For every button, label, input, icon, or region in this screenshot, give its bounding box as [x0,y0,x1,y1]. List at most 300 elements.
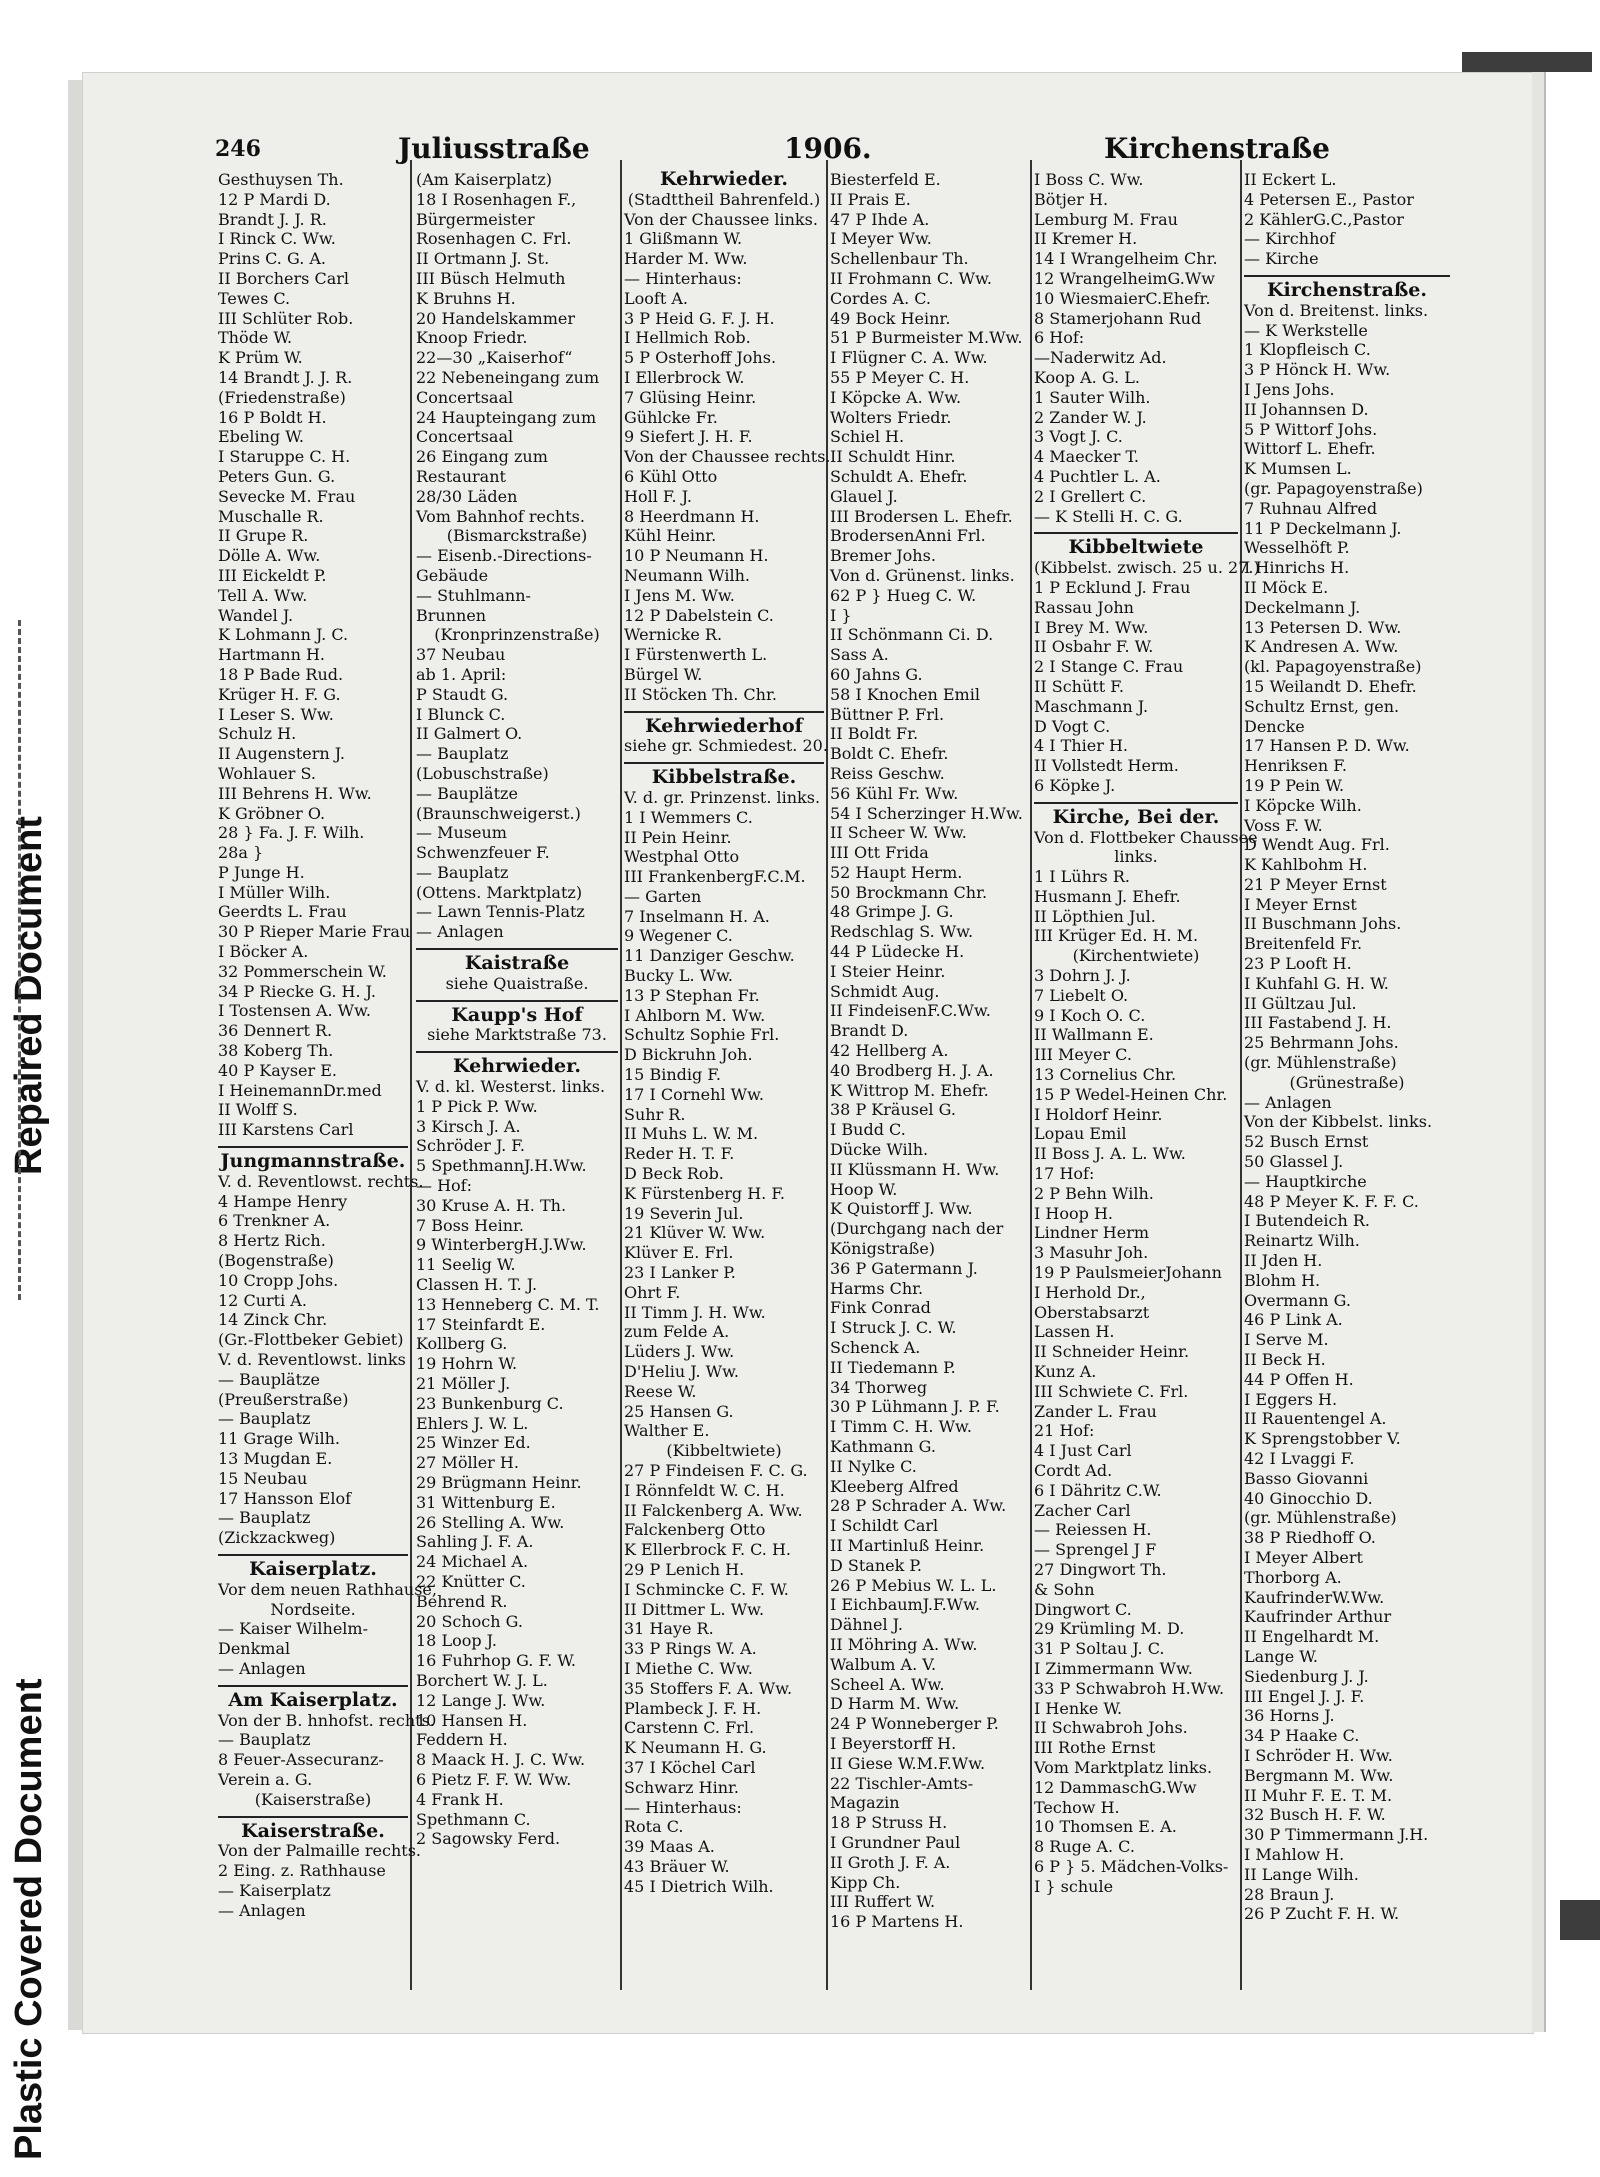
directory-entry: Lopau Emil [1034,1124,1127,1144]
street-heading: Kirchenstraße. [1267,278,1427,301]
directory-column-4 [830,170,1028,1932]
directory-entry: Biesterfeld E. [830,170,941,189]
section-rule [624,756,824,764]
directory-entry: Von der Palmaille rechts. [218,1841,421,1861]
directory-entry: Kleeberg Alfred [830,1476,959,1496]
directory-entry: 48 Grimpe J. G. [830,902,954,922]
street-heading: Kaupp's Hof [451,1003,583,1026]
directory-entry: (Bogenstraße) [218,1251,334,1271]
directory-entry: 3 P Heid G. F. J. H. [624,308,775,328]
section-rule [218,1548,408,1556]
directory-entry: I Jens M. Ww. [624,585,735,605]
directory-entry: 9 Siefert J. H. F. [624,427,753,447]
directory-entry: K Quistorff J. Ww. [830,1199,973,1219]
directory-entry: I Holdorf Heinr. [1034,1104,1163,1124]
directory-entry: 22—30 „Kaiserhof“ [416,348,573,368]
directory-entry: 24 Michael A. [416,1552,529,1572]
directory-entry: 28a } [218,843,264,863]
directory-entry: D Vogt C. [1034,716,1111,736]
directory-entry: 6 Trenkner A. [218,1211,331,1231]
street-heading: Kehrwiederhof [645,714,803,737]
directory-entry: 23 Bunkenburg C. [416,1393,564,1413]
directory-entry: Boldt C. Ehefr. [830,744,949,764]
directory-entry: 16 P Boldt H. [218,407,327,427]
directory-entry: II Groth J. F. A. [830,1852,951,1872]
directory-entry: 50 Brockmann Chr. [830,882,988,902]
directory-entry: Lemburg M. Frau [1034,209,1178,229]
directory-entry: 28 } Fa. J. F. Wilh. [218,823,365,843]
directory-entry: I Hinrichs H. [1244,558,1350,578]
directory-entry: II Timm J. H. Ww. [624,1302,766,1322]
directory-entry: Techow H. [1034,1797,1120,1817]
street-note: siehe Marktstraße 73. [427,1025,607,1045]
directory-entry: III Krüger Ed. H. M. [1034,926,1199,946]
directory-entry: 38 Koberg Th. [218,1041,334,1061]
directory-entry: 51 P Burmeister M.Ww. [830,328,1023,348]
directory-entry: Schenck A. [830,1338,921,1358]
directory-entry: Sass A. [830,645,889,665]
directory-entry: 13 Henneberg C. M. T. [416,1294,600,1314]
directory-entry: 2 I Grellert C. [1034,486,1147,506]
directory-entry: — Anlagen [1244,1092,1332,1112]
directory-entry: Reiss Geschw. [830,763,945,783]
directory-entry: Dencke [1244,716,1305,736]
directory-entry: Königstraße) [830,1239,936,1259]
directory-entry: II Dittmer L. Ww. [624,1599,765,1619]
directory-entry: 17 I Cornehl Ww. [624,1084,764,1104]
directory-entry: Von d. Flottbeker Chaussee [1034,827,1258,847]
directory-entry: 1 P Ecklund J. Frau [1034,577,1191,597]
scan-left-edge [68,80,82,2030]
directory-entry: Zacher Carl [1034,1500,1131,1520]
street-note: siehe Quaistraße. [445,973,589,993]
directory-entry: 16 Fuhrhop G. F. W. [416,1651,576,1671]
directory-entry: 50 Glassel J. [1244,1152,1344,1172]
directory-entry: 18 P Bade Rud. [218,664,344,684]
directory-entry: D Stanek P. [830,1555,923,1575]
directory-entry: 8 Maack H. J. C. Ww. [416,1750,586,1770]
column-divider-4 [1030,160,1032,1990]
directory-entry: Cordes A. C. [830,288,932,308]
directory-entry: 8 Hertz Rich. [218,1231,326,1251]
directory-entry: 40 Ginocchio D. [1244,1488,1373,1508]
directory-entry: II Schwabroh Johs. [1034,1718,1188,1738]
directory-entry: I Tostensen A. Ww. [218,1001,372,1021]
directory-entry: Klüver E. Frl. [624,1243,734,1263]
directory-entry: I Beyerstorff H. [830,1733,957,1753]
directory-entry: — Anlagen [218,1900,306,1920]
directory-entry: II Vollstedt Herm. [1034,756,1179,776]
directory-entry: III Schlüter Rob. [218,308,354,328]
directory-entry: 32 Busch H. F. W. [1244,1805,1386,1825]
street-heading: Kehrwieder. [660,168,788,190]
directory-entry: 18 Loop J. [416,1631,497,1651]
directory-entry: Bucky L. Ww. [624,966,733,986]
directory-entry: 31 Haye R. [624,1619,714,1639]
directory-entry: Von der Chaussee rechts. [624,447,831,467]
directory-entry: Harder M. Ww. [624,249,748,269]
street-note: siehe gr. Schmiedest. 20. [624,736,828,756]
directory-entry: 42 Hellberg A. [830,1041,949,1061]
directory-entry: 28 P Schrader A. Ww. [830,1496,1007,1516]
directory-entry: 30 P Timmermann J.H. [1244,1825,1429,1845]
directory-entry: 14 Brandt J. J. R. [218,367,353,387]
directory-entry: Schuldt A. Ehefr. [830,466,968,486]
directory-entry: Prins C. G. A. [218,249,326,269]
directory-entry: 46 P Link A. [1244,1310,1343,1330]
directory-entry: I Serve M. [1244,1330,1329,1350]
directory-entry: I Jens Johs. [1244,379,1335,399]
directory-entry: Ohrt F. [624,1282,681,1302]
directory-entry: II Prais E. [830,189,911,209]
directory-entry: 48 P Meyer K. F. F. C. [1244,1191,1419,1211]
directory-entry: Overmann G. [1244,1290,1351,1310]
section-rule [218,1679,408,1687]
street-note: (Kibbeltwiete) [666,1441,782,1461]
directory-entry: — Bauplatz [218,1730,311,1750]
directory-entry: Henriksen F. [1244,756,1347,776]
directory-entry: Schwarz Hinr. [624,1777,739,1797]
directory-entry: & Sohn [1034,1579,1095,1599]
directory-entry: II Galmert O. [416,724,523,744]
directory-entry: Wernicke R. [624,625,723,645]
directory-entry: Peters Gun. G. [218,466,336,486]
directory-entry: Dücke Wilh. [830,1140,929,1160]
directory-entry: 22 Knütter C. [416,1571,526,1591]
directory-entry: 19 Severin Jul. [624,1203,744,1223]
directory-entry: Brunnen [416,605,487,625]
directory-entry: Von der Chaussee links. [624,209,818,229]
directory-entry: Ehlers J. W. L. [416,1413,529,1433]
directory-entry: 9 I Koch O. C. [1034,1005,1146,1025]
section-rule [624,705,824,713]
directory-entry: I Fürstenwerth L. [624,645,768,665]
directory-entry: — Kirchhof [1244,229,1335,249]
directory-entry: Wolters Friedr. [830,407,952,427]
directory-entry: 30 P Rieper Marie Frau [218,922,411,942]
directory-entry: I Ahlborn M. Ww. [624,1005,766,1025]
directory-entry: 7 Glüsing Heinr. [624,387,757,407]
directory-entry: 28/30 Läden [416,486,518,506]
directory-entry: — Kaiser Wilhelm- [218,1619,368,1639]
directory-entry: — Hinterhaus: [624,1797,742,1817]
column-divider-3 [826,160,828,1990]
directory-entry: zum Felde A. [624,1322,730,1342]
directory-entry: Harms Chr. [830,1278,924,1298]
directory-entry: II Ortmann J. St. [416,249,550,269]
directory-entry: 29 Krümling M. D. [1034,1619,1185,1639]
directory-entry: Bürgel W. [624,664,703,684]
scan-tab-bottom [1560,1900,1600,1940]
directory-entry: Wesselhöft P. [1244,538,1350,558]
directory-entry: Brandt J. J. R. [218,209,327,229]
directory-entry: 14 Zinck Chr. [218,1310,328,1330]
directory-entry: P Junge H. [218,862,305,882]
directory-entry: 4 I Just Carl [1034,1441,1132,1461]
directory-entry: III FrankenbergF.C.M. [624,867,806,887]
directory-entry: Thöde W. [218,328,293,348]
directory-entry: I Staruppe C. H. [218,447,351,467]
directory-entry: 3 Dohrn J. J. [1034,966,1131,986]
directory-entry: I Hellmich Rob. [624,328,751,348]
column-divider-2 [620,160,622,1990]
directory-entry: II Klüssmann H. Ww. [830,1159,1000,1179]
directory-entry: — Eisenb.-Directions- [416,546,592,566]
directory-entry: 7 Ruhnau Alfred [1244,498,1378,518]
directory-entry: III Behrens H. Ww. [218,783,372,803]
street-note: links. [1114,847,1158,867]
street-note: (Kirchentwiete) [1072,946,1200,966]
directory-entry: — Bauplätze [416,783,518,803]
directory-entry: II Muhs L. W. M. [624,1124,759,1144]
directory-entry: Maschmann J. [1034,696,1149,716]
directory-entry: 2 I Stange C. Frau [1034,657,1184,677]
directory-entry: 37 Neubau [416,645,506,665]
directory-entry: — Lawn Tennis-Platz [416,902,585,922]
directory-entry: K Andresen A. Ww. [1244,637,1399,657]
directory-entry: III Brodersen L. Ehefr. [830,506,1013,526]
directory-entry: I HeinemannDr.med [218,1080,382,1100]
directory-entry: 2 KählerG.C.,Pastor [1244,209,1404,229]
directory-entry: 36 P Gatermann J. [830,1258,978,1278]
directory-entry: Dölle A. Ww. [218,546,321,566]
directory-entry: Schellenbaur Th. [830,249,969,269]
directory-entry: I Blunck C. [416,704,506,724]
directory-entry: Vom Marktplatz links. [1034,1757,1213,1777]
directory-entry: Schmidt Aug. [830,981,940,1001]
directory-entry: 39 Maas A. [624,1837,715,1857]
directory-entry: 11 Seelig W. [416,1255,516,1275]
directory-entry: II Grupe R. [218,526,309,546]
directory-entry: II Schütt F. [1034,676,1124,696]
directory-entry: II Möhring A. Ww. [830,1634,978,1654]
section-rule [416,1045,618,1053]
directory-entry: Breitenfeld Fr. [1244,934,1363,954]
directory-entry: II Falckenberg A. Ww. [624,1500,803,1520]
street-note: (Kronprinzenstraße) [434,625,600,645]
directory-entry: I Schröder H. Ww. [1244,1745,1393,1765]
directory-entry: Rosenhagen C. Frl. [416,229,572,249]
directory-entry: 32 Pommerschein W. [218,961,387,981]
directory-entry: 5 P Wittorf Johs. [1244,419,1378,439]
directory-entry: Feddern H. [416,1730,508,1750]
directory-entry: 2 P Behn Wilh. [1034,1183,1154,1203]
directory-entry: 21 Hof: [1034,1421,1095,1441]
directory-entry: 19 Hohrn W. [416,1354,518,1374]
directory-entry: I } schule [1034,1876,1114,1896]
directory-entry: — Bauplätze [218,1369,320,1389]
directory-entry: 14 I Wrangelheim Chr. [1034,249,1218,269]
directory-entry: I Ellerbrock W. [624,367,745,387]
directory-entry: 6 I Dähritz C.W. [1034,1480,1162,1500]
section-rule [1034,796,1238,804]
directory-entry: Gesthuysen Th. [218,170,344,189]
directory-column-6 [1244,170,1450,1924]
directory-entry: 5 P Osterhoff Johs. [624,348,777,368]
directory-entry: 17 Steinfardt E. [416,1314,546,1334]
street-note: (Stadttheil Bahrenfeld.) [627,189,821,209]
directory-entry: 16 P Martens H. [830,1912,964,1932]
directory-entry: I Schildt Carl [830,1516,939,1536]
directory-entry: Glauel J. [830,486,898,506]
directory-entry: II Kremer H. [1034,229,1138,249]
directory-entry: — Bauplatz [416,744,509,764]
directory-entry: Looft A. [624,288,688,308]
directory-entry: 11 Danziger Geschw. [624,946,795,966]
street-note: (Kibbelst. zwisch. 25 u. 27.) [1034,558,1260,578]
directory-entry: 18 P Struss H. [830,1813,948,1833]
directory-entry: II Johannsen D. [1244,399,1369,419]
directory-entry: II Möck E. [1244,577,1329,597]
scan-right-edge [1532,72,1546,2032]
directory-entry: P Staudt G. [416,684,509,704]
directory-entry: 42 I Lvaggi F. [1244,1449,1355,1468]
directory-entry: 15 Neubau [218,1468,308,1488]
directory-entry: Kathmann G. [830,1437,936,1456]
directory-entry: III Schwiete C. Frl. [1034,1381,1189,1401]
directory-entry: (Braunschweigerst.) [416,803,581,823]
directory-entry: Von d. Grünenst. links. [830,565,1015,585]
directory-entry: 24 Haupteingang zum [416,407,597,427]
directory-entry: Husmann J. Ehefr. [1034,886,1181,906]
directory-entry: Carstenn C. Frl. [624,1718,755,1738]
directory-entry: I Butendeich R. [1244,1211,1370,1231]
directory-entry: I Grundner Paul [830,1832,961,1852]
directory-entry: Concertsaal [416,387,514,407]
directory-entry: II Löpthien Jul. [1034,906,1156,926]
directory-entry: Gühlcke Fr. [624,407,718,427]
directory-entry: Von der B. hnhofst. rechts. [218,1710,435,1730]
directory-entry: 44 P Offen H. [1244,1369,1354,1389]
directory-entry: 36 Horns J. [1244,1706,1335,1726]
directory-entry: K Lohmann J. C. [218,625,349,645]
directory-entry: (Preußerstraße) [218,1389,349,1409]
directory-entry: 40 Brodberg H. J. A. [830,1060,994,1080]
directory-entry: 4 Hampe Henry [218,1191,348,1211]
directory-entry: 13 Mugdan E. [218,1449,333,1468]
directory-entry: D Harm M. Ww. [830,1694,960,1714]
directory-entry: Behrend R. [416,1591,508,1611]
directory-entry: K Gröbner O. [218,803,326,823]
directory-entry: 13 Cornelius Chr. [1034,1065,1177,1085]
directory-entry: (gr. Papagoyenstraße) [1244,478,1423,498]
directory-entry: Vor dem neuen Rathhause, [218,1579,437,1599]
header-year: 1906. [784,132,872,165]
directory-entry: V. d. gr. Prinzenst. links. [624,787,821,807]
directory-entry: II Borchers Carl [218,268,349,288]
directory-entry: II Boldt Fr. [830,724,919,744]
directory-entry: 5 SpethmannJ.H.Ww. [416,1156,587,1176]
section-rule [416,942,618,950]
directory-entry: — Hof: [416,1176,472,1196]
directory-entry: Tewes C. [218,288,291,308]
directory-entry: 6 Hof: [1034,328,1085,348]
directory-entry: Schröder J. F. [416,1136,525,1156]
directory-entry: 6 Pietz F. F. W. Ww. [416,1769,572,1789]
directory-entry: II Wallmann E. [1034,1025,1154,1045]
directory-entry: — Anlagen [416,922,504,942]
directory-entry: 8 Stamerjohann Rud [1034,308,1202,328]
directory-entry: Thorborg A. [1244,1567,1342,1587]
directory-entry: Wandel J. [218,605,294,625]
directory-entry: Oberstabsarzt [1034,1302,1150,1322]
directory-entry: (Gr.-Flottbeker Gebiet) [218,1330,404,1350]
directory-entry: Schwenzfeuer F. [416,843,550,863]
directory-entry: Sevecke M. Frau [218,486,356,506]
directory-entry: Restaurant [416,466,506,486]
directory-entry: 29 Brügmann Heinr. [416,1473,582,1492]
directory-entry: Ebeling W. [218,427,304,447]
directory-entry: KaufrinderW.Ww. [1244,1587,1385,1607]
directory-entry: II Boss J. A. L. Ww. [1034,1144,1186,1164]
directory-entry: Blohm H. [1244,1270,1321,1290]
directory-entry: 10 Cropp Johs. [218,1270,339,1290]
directory-entry: II Gültzau Jul. [1244,993,1357,1013]
directory-entry: III Ott Frida [830,843,929,863]
directory-entry: Bötjer H. [1034,189,1109,209]
directory-column-3 [624,168,831,1897]
directory-entry: 9 Wegener C. [624,926,733,946]
column-divider-5 [1240,160,1242,1990]
directory-entry: Schulz H. [218,724,297,744]
directory-entry: Kaufrinder Arthur [1244,1607,1392,1627]
directory-entry: D Bickruhn Joh. [624,1045,753,1065]
directory-entry: Schultz Sophie Frl. [624,1025,780,1045]
directory-entry: — Bauplatz [218,1508,311,1528]
directory-entry: 27 Dingwort Th. [1034,1559,1167,1579]
directory-entry: 11 Grage Wilh. [218,1429,340,1449]
directory-entry: 25 Behrmann Johs. [1244,1033,1399,1053]
directory-entry: K Mumsen L. [1244,459,1352,479]
directory-entry: K Wittrop M. Ehefr. [830,1080,989,1100]
directory-entry: Lindner Herm [1034,1223,1150,1243]
directory-entry: I Rönnfeldt W. C. H. [624,1480,785,1500]
directory-entry: — K Werkstelle [1244,320,1368,340]
directory-entry: 38 P Kräusel G. [830,1100,956,1120]
directory-entry: K Prüm W. [218,348,303,368]
directory-entry: Rota C. [624,1817,684,1837]
directory-entry: D Wendt Aug. Frl. [1244,835,1390,855]
directory-entry: Basso Giovanni [1244,1468,1369,1488]
directory-entry: II Eckert L. [1244,170,1337,189]
directory-entry: (Durchgang nach der [830,1219,1004,1239]
directory-entry: — Bauplatz [218,1409,311,1429]
directory-entry: — Reiessen H. [1034,1520,1152,1540]
directory-entry: D'Heliu J. Ww. [624,1362,739,1382]
directory-entry: 22 Nebeneingang zum [416,367,600,387]
directory-entry: I Rinck C. Ww. [218,229,336,249]
directory-entry: 40 P Kayser E. [218,1060,338,1080]
directory-entry: 3 P Hönck H. Ww. [1244,360,1391,380]
directory-entry: 37 I Köchel Carl [624,1757,756,1777]
directory-entry: K Sprengstobber V. [1244,1429,1401,1449]
street-heading: Kaistraße [464,952,570,975]
directory-entry: 1 Sauter Wilh. [1034,387,1151,407]
directory-entry: II Jden H. [1244,1251,1323,1271]
directory-entry: 27 P Findeisen F. C. G. [624,1461,808,1480]
directory-entry: 31 Wittenburg E. [416,1492,556,1512]
directory-entry: 33 P Schwabroh H.Ww. [1034,1678,1225,1698]
directory-entry: II Osbahr F. W. [1034,637,1154,657]
directory-entry: 13 Petersen D. Ww. [1244,617,1402,637]
directory-entry: I EichbaumJ.F.Ww. [830,1595,981,1615]
directory-entry: II Nylke C. [830,1456,917,1476]
directory-entry: (Am Kaiserplatz) [416,170,552,189]
directory-entry: Geerdts L. Frau [218,902,347,922]
directory-entry: 30 Kruse A. H. Th. [416,1195,567,1215]
directory-entry: 26 P Mebius W. L. L. [830,1575,997,1595]
directory-entry: 1 Glißmann W. [624,229,743,249]
